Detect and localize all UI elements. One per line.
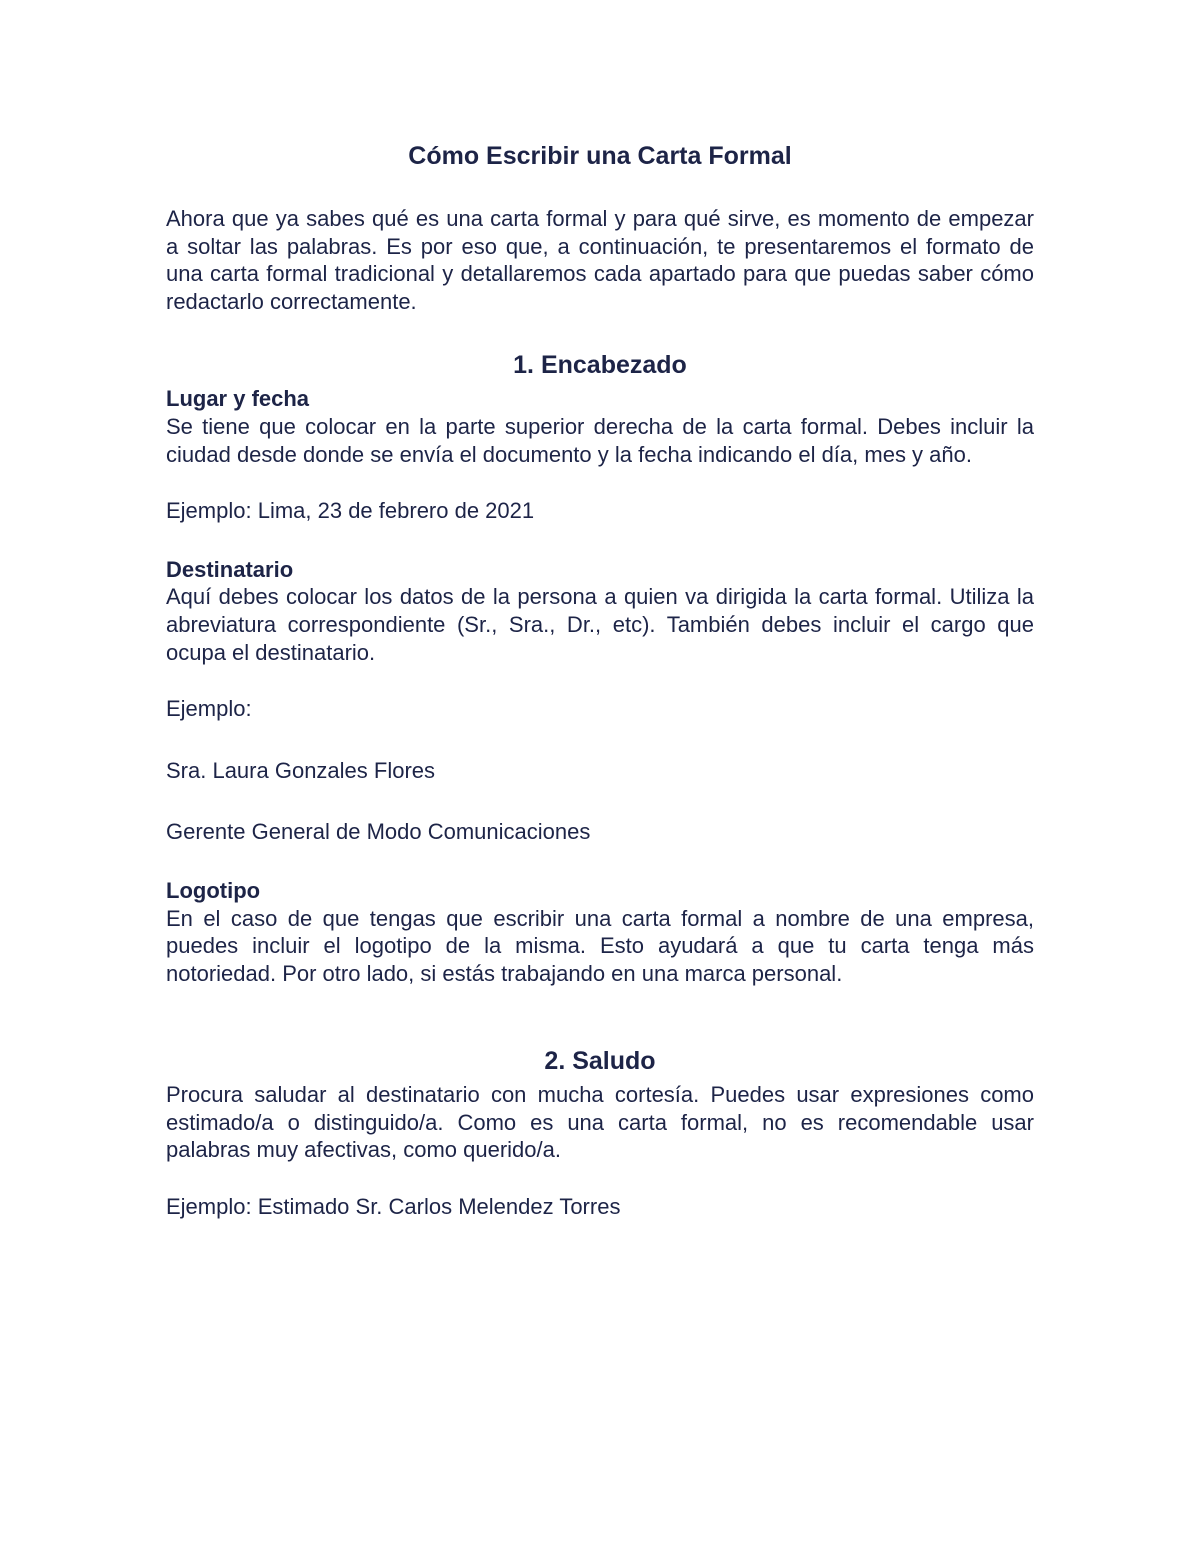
subheading-lugar-fecha: Lugar y fecha (166, 386, 310, 412)
subheading-logotipo: Logotipo (166, 877, 261, 903)
destinatario-example-name: Sra. Laura Gonzales Flores (166, 757, 436, 783)
destinatario-paragraph: Aquí debes colocar los datos de la persona a quien va dirigida la carta formal. Utiliza la abreviatura correspondiente (Sr., Sra., Dr., etc). También debes incluir el cargo que ocupa el destinatario. (166, 584, 1034, 665)
saludo-paragraph: Procura saludar al destinatario con mucha cortesía. Puedes usar expresiones como estimado/a o distinguido/a. Como es una carta formal, no es recomendable usar palabras muy afectivas, como querido/a. (166, 1082, 1034, 1163)
document-title: Cómo Escribir una Carta Formal (408, 142, 792, 170)
document-body (166, 136, 1034, 1221)
lugar-fecha-paragraph: Se tiene que colocar en la parte superior derecha de la carta formal. Debes incluir la ciudad desde donde se envía el documento y la fecha indicando el día, mes y año. (166, 413, 1034, 467)
saludo-example: Ejemplo: Estimado Sr. Carlos Melendez Torres (166, 1194, 621, 1220)
intro-paragraph: Ahora que ya sabes qué es una carta formal y para qué sirve, es momento de empezar a soltar las palabras. Es por eso que, a continuación, te presentaremos el formato de una carta formal tradicional y detallaremos cada apartado para que puedas saber cómo redactarlo correctamente. (166, 206, 1034, 314)
subheading-destinatario: Destinatario (166, 556, 294, 582)
section-title-saludo: 2. Saludo (544, 1047, 656, 1076)
destinatario-example-label: Ejemplo: (166, 696, 252, 722)
lugar-fecha-example: Ejemplo: Lima, 23 de febrero de 2021 (166, 498, 535, 524)
section-title-encabezado: 1. Encabezado (513, 351, 687, 380)
destinatario-example-role: Gerente General de Modo Comunicaciones (166, 819, 591, 845)
logotipo-paragraph: En el caso de que tengas que escribir una carta formal a nombre de una empresa, puedes incluir el logotipo de la misma. Esto ayudará a que tu carta tenga más notoriedad. Por otro lado, si estás trabajando en una marca personal. (166, 905, 1034, 986)
